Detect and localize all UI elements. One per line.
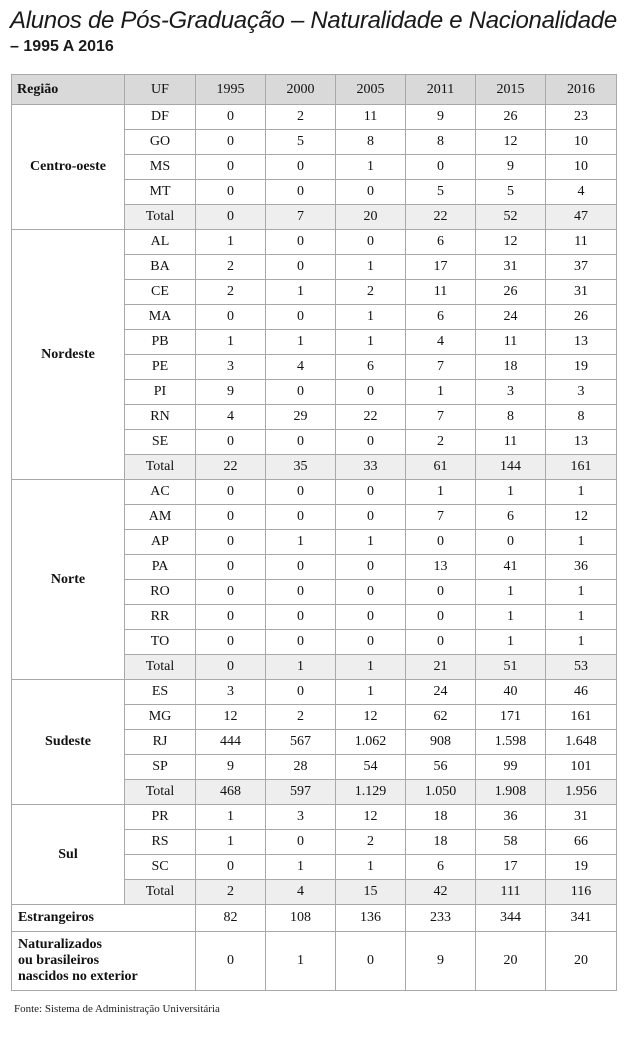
table-cell: 15 [336,880,406,905]
table-cell: 12 [336,705,406,730]
table-cell: 0 [196,505,266,530]
table-cell: 22 [196,455,266,480]
page-title: Alunos de Pós-Graduação – Naturalidade e Nacionalidade [10,7,617,34]
table-cell: 0 [336,932,406,991]
table-cell: 0 [266,305,336,330]
table-cell: 56 [406,755,476,780]
foreigners-row [12,905,617,932]
header-year: 2005 [336,75,406,105]
table-cell: 344 [476,905,546,932]
naturalized-label-line: Naturalizados [18,937,102,952]
table-cell: 1 [336,530,406,555]
table-cell: 6 [406,855,476,880]
table-cell: 26 [546,305,617,330]
table-cell: 1 [336,655,406,680]
table-cell: 101 [546,755,617,780]
table-cell: 161 [546,455,617,480]
table-cell: 33 [336,455,406,480]
table-cell: 0 [196,480,266,505]
table-cell: 29 [266,405,336,430]
table-cell: 0 [336,580,406,605]
table-cell: 468 [196,780,266,805]
table-cell: 0 [336,605,406,630]
page-subtitle: – 1995 A 2016 [10,38,114,55]
uf-cell: SP [125,755,196,780]
region-name: Sudeste [12,680,125,805]
table-cell: 8 [406,130,476,155]
table-cell: 0 [476,530,546,555]
uf-cell: PA [125,555,196,580]
table-cell: 0 [196,155,266,180]
uf-cell: RJ [125,730,196,755]
uf-cell: DF [125,105,196,130]
table-cell: 4 [266,355,336,380]
table-row [12,805,617,830]
source-note: Fonte: Sistema de Administração Universitária [14,1003,220,1015]
table-cell: 11 [406,280,476,305]
table-cell: 3 [196,680,266,705]
table-row [12,105,617,130]
table-cell: 0 [266,680,336,705]
uf-cell: SE [125,430,196,455]
uf-cell: AL [125,230,196,255]
table-cell: 1 [546,630,617,655]
table-cell: 1 [336,330,406,355]
table-cell: 0 [336,430,406,455]
table-cell: 20 [336,205,406,230]
table-cell: 28 [266,755,336,780]
header-year: 1995 [196,75,266,105]
table-cell: 6 [476,505,546,530]
table-cell: 11 [546,230,617,255]
table-cell: 20 [546,932,617,991]
region-name: Centro-oeste [12,105,125,230]
header-year: 2015 [476,75,546,105]
table-cell: 0 [406,155,476,180]
table-cell: 0 [266,830,336,855]
table-cell: 1.062 [336,730,406,755]
table-cell: 0 [266,430,336,455]
region-name: Norte [12,480,125,680]
table-cell: 7 [406,505,476,530]
table-cell: 19 [546,355,617,380]
table-cell: 0 [266,505,336,530]
uf-cell: Total [125,455,196,480]
table-cell: 0 [266,630,336,655]
table-cell: 8 [476,405,546,430]
table-cell: 31 [476,255,546,280]
uf-cell: MS [125,155,196,180]
table-cell: 4 [406,330,476,355]
table-cell: 1 [266,655,336,680]
table-cell: 1 [546,605,617,630]
table-cell: 61 [406,455,476,480]
table-cell: 1 [336,305,406,330]
table-cell: 1 [266,280,336,305]
region-name: Sul [12,805,125,905]
table-cell: 82 [196,905,266,932]
table-cell: 3 [476,380,546,405]
uf-cell: ES [125,680,196,705]
table-cell: 18 [406,805,476,830]
naturalized-label [12,932,196,991]
table-cell: 0 [266,255,336,280]
table-cell: 47 [546,205,617,230]
table-cell: 1 [476,580,546,605]
table-cell: 0 [336,555,406,580]
table-cell: 0 [336,380,406,405]
uf-cell: BA [125,255,196,280]
table-cell: 9 [196,755,266,780]
uf-cell: MT [125,180,196,205]
header-uf: UF [125,75,196,105]
uf-cell: RS [125,830,196,855]
table-cell: 1.598 [476,730,546,755]
table-cell: 0 [196,605,266,630]
table-cell: 0 [196,105,266,130]
table-cell: 1 [266,932,336,991]
table-cell: 1.050 [406,780,476,805]
table-cell: 26 [476,105,546,130]
uf-cell: CE [125,280,196,305]
table-cell: 0 [196,630,266,655]
uf-cell: AC [125,480,196,505]
table-cell: 0 [196,932,266,991]
table-cell: 1 [196,330,266,355]
table-cell: 11 [476,330,546,355]
table-cell: 42 [406,880,476,905]
table-cell: 144 [476,455,546,480]
table-cell: 13 [546,330,617,355]
uf-cell: PI [125,380,196,405]
table-cell: 7 [266,205,336,230]
foreigners-label: Estrangeiros [12,905,196,932]
table-cell: 3 [266,805,336,830]
header-year: 2011 [406,75,476,105]
table-cell: 12 [336,805,406,830]
uf-cell: MA [125,305,196,330]
table-cell: 341 [546,905,617,932]
table-cell: 66 [546,830,617,855]
table-cell: 7 [406,355,476,380]
uf-cell: RN [125,405,196,430]
table-cell: 9 [196,380,266,405]
table-cell: 0 [196,205,266,230]
table-cell: 0 [196,530,266,555]
table-cell: 1 [546,580,617,605]
table-cell: 35 [266,455,336,480]
uf-cell: PR [125,805,196,830]
table-cell: 0 [196,580,266,605]
table-cell: 2 [406,430,476,455]
header-row [12,75,617,105]
table-cell: 2 [196,255,266,280]
uf-cell: Total [125,880,196,905]
table-cell: 2 [336,830,406,855]
table-cell: 1.129 [336,780,406,805]
uf-cell: MG [125,705,196,730]
uf-cell: RR [125,605,196,630]
table-cell: 0 [266,380,336,405]
table-cell: 54 [336,755,406,780]
table-cell: 11 [336,105,406,130]
table-cell: 20 [476,932,546,991]
uf-cell: Total [125,655,196,680]
table-cell: 0 [196,180,266,205]
table-cell: 0 [266,605,336,630]
table-cell: 1 [336,855,406,880]
table-cell: 36 [476,805,546,830]
uf-cell: Total [125,205,196,230]
table-cell: 0 [196,655,266,680]
table-cell: 5 [406,180,476,205]
table-cell: 36 [546,555,617,580]
table-cell: 0 [196,130,266,155]
table-cell: 6 [336,355,406,380]
table-cell: 22 [406,205,476,230]
table-cell: 108 [266,905,336,932]
table-cell: 26 [476,280,546,305]
naturalized-label-line: ou brasileiros [18,953,100,968]
table-cell: 31 [546,805,617,830]
naturalized-label-line: nascidos no exterior [18,969,138,984]
table-cell: 2 [336,280,406,305]
table-cell: 1 [476,605,546,630]
uf-cell: AM [125,505,196,530]
table-cell: 2 [196,880,266,905]
table-cell: 21 [406,655,476,680]
table-row [12,680,617,705]
uf-cell: SC [125,855,196,880]
table-cell: 4 [196,405,266,430]
table-cell: 1 [266,530,336,555]
table-cell: 3 [196,355,266,380]
table-cell: 40 [476,680,546,705]
table-cell: 6 [406,305,476,330]
table-cell: 12 [476,230,546,255]
table-cell: 41 [476,555,546,580]
students-table [11,74,617,991]
uf-cell: AP [125,530,196,555]
region-name: Nordeste [12,230,125,480]
table-cell: 5 [476,180,546,205]
table-cell: 0 [406,580,476,605]
table-cell: 1.648 [546,730,617,755]
table-cell: 3 [546,380,617,405]
table-cell: 24 [406,680,476,705]
table-cell: 0 [336,630,406,655]
table-cell: 23 [546,105,617,130]
table-cell: 0 [336,230,406,255]
table-cell: 22 [336,405,406,430]
table-cell: 0 [266,155,336,180]
table-cell: 171 [476,705,546,730]
table-cell: 1 [196,805,266,830]
title-block [10,6,630,57]
table-cell: 567 [266,730,336,755]
table-cell: 0 [266,230,336,255]
table-cell: 53 [546,655,617,680]
table-cell: 58 [476,830,546,855]
table-cell: 2 [266,705,336,730]
table-cell: 0 [196,305,266,330]
table-cell: 1 [406,380,476,405]
table-cell: 1 [196,230,266,255]
table-cell: 116 [546,880,617,905]
table-cell: 1 [406,480,476,505]
table-cell: 5 [266,130,336,155]
uf-cell: TO [125,630,196,655]
table-cell: 0 [196,555,266,580]
table-cell: 161 [546,705,617,730]
table-cell: 2 [196,280,266,305]
table-cell: 1 [476,630,546,655]
table-cell: 31 [546,280,617,305]
table-cell: 0 [336,480,406,505]
table-cell: 0 [196,430,266,455]
table-cell: 4 [546,180,617,205]
table-cell: 1.956 [546,780,617,805]
table-cell: 7 [406,405,476,430]
table-footer-rows [12,905,617,991]
table-cell: 46 [546,680,617,705]
table-cell: 0 [266,480,336,505]
table-cell: 4 [266,880,336,905]
table-cell: 52 [476,205,546,230]
table-row [12,230,617,255]
table-cell: 233 [406,905,476,932]
table-cell: 0 [266,180,336,205]
uf-cell: GO [125,130,196,155]
table-cell: 9 [476,155,546,180]
table-cell: 24 [476,305,546,330]
table-cell: 12 [196,705,266,730]
header-year: 2016 [546,75,617,105]
table-cell: 1 [196,830,266,855]
table-cell: 1 [336,680,406,705]
table-cell: 0 [266,555,336,580]
table-cell: 9 [406,932,476,991]
table-cell: 37 [546,255,617,280]
table-cell: 62 [406,705,476,730]
table-cell: 444 [196,730,266,755]
table-cell: 908 [406,730,476,755]
table-cell: 10 [546,130,617,155]
table-cell: 18 [476,355,546,380]
table-cell: 1 [476,480,546,505]
table-cell: 0 [266,580,336,605]
table-cell: 13 [406,555,476,580]
table-cell: 1 [266,330,336,355]
table-cell: 0 [196,855,266,880]
table-cell: 6 [406,230,476,255]
table-cell: 9 [406,105,476,130]
table-cell: 1 [546,530,617,555]
table-cell: 1 [336,255,406,280]
table-cell: 1 [336,155,406,180]
table-cell: 12 [546,505,617,530]
table-cell: 2 [266,105,336,130]
table-cell: 597 [266,780,336,805]
table-body [12,105,617,905]
uf-cell: PE [125,355,196,380]
table-cell: 17 [476,855,546,880]
uf-cell: PB [125,330,196,355]
naturalized-row [12,932,617,991]
table-cell: 0 [406,630,476,655]
table-cell: 111 [476,880,546,905]
uf-cell: Total [125,780,196,805]
header-region: Região [12,75,125,105]
table-row [12,480,617,505]
table-cell: 0 [336,180,406,205]
table-cell: 12 [476,130,546,155]
table-cell: 19 [546,855,617,880]
table-cell: 51 [476,655,546,680]
table-cell: 136 [336,905,406,932]
header-year: 2000 [266,75,336,105]
table-cell: 13 [546,430,617,455]
table-cell: 10 [546,155,617,180]
table-cell: 1 [266,855,336,880]
table-cell: 0 [406,605,476,630]
table-cell: 8 [336,130,406,155]
table-cell: 17 [406,255,476,280]
table-cell: 1.908 [476,780,546,805]
table-cell: 0 [406,530,476,555]
uf-cell: RO [125,580,196,605]
table-cell: 11 [476,430,546,455]
table-cell: 1 [546,480,617,505]
table-cell: 0 [336,505,406,530]
table-cell: 18 [406,830,476,855]
table-cell: 8 [546,405,617,430]
table-cell: 99 [476,755,546,780]
